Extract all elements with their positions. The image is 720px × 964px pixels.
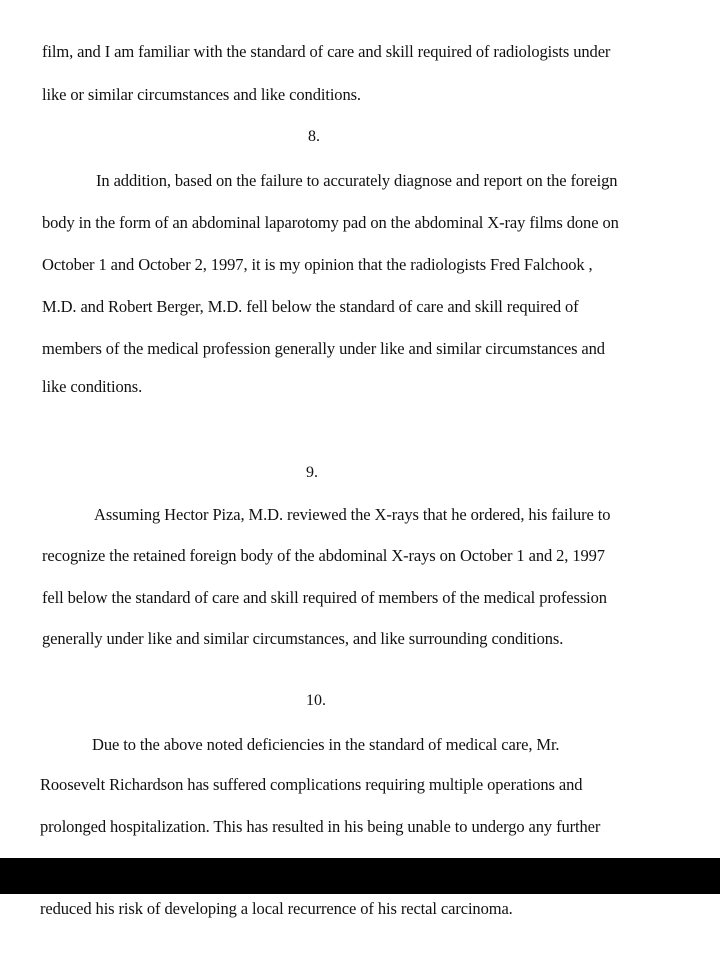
- paragraph-7-line-2: like or similar circumstances and like conditions.: [42, 85, 361, 104]
- paragraph-9-line-1: Assuming Hector Piza, M.D. reviewed the X-rays that he ordered, his failure to: [94, 505, 611, 524]
- paragraph-9-line-2: recognize the retained foreign body of the abdominal X-rays on October 1 and 2, 1997: [42, 546, 605, 565]
- paragraph-10-line-4: reduced his risk of developing a local recurrence of his rectal carcinoma.: [40, 899, 513, 918]
- paragraph-9-line-3: fell below the standard of care and skill required of members of the medical profession: [42, 588, 607, 607]
- paragraph-8-line-1: In addition, based on the failure to accurately diagnose and report on the foreign: [96, 171, 618, 190]
- paragraph-7-line-1: film, and I am familiar with the standard of care and skill required of radiologists under: [42, 42, 611, 61]
- paragraph-8-line-6: like conditions.: [42, 377, 143, 396]
- paragraph-10-line-3: prolonged hospitalization. This has resulted in his being unable to undergo any further: [40, 817, 601, 836]
- paragraph-8-line-3: October 1 and October 2, 1997, it is my opinion that the radiologists Fred Falchook ,: [42, 255, 593, 274]
- paragraph-9-line-4: generally under like and similar circumstances, and like surrounding conditions.: [42, 629, 564, 648]
- paragraph-10-number: 10.: [306, 692, 326, 709]
- paragraph-8-number: 8.: [308, 128, 320, 145]
- paragraph-8-line-4: M.D. and Robert Berger, M.D. fell below the standard of care and skill required of: [42, 297, 579, 316]
- paragraph-8-line-2: body in the form of an abdominal laparotomy pad on the abdominal X-ray films done on: [42, 213, 619, 232]
- paragraph-10-line-2: Roosevelt Richardson has suffered complications requiring multiple operations and: [40, 775, 583, 794]
- paragraph-9-number: 9.: [306, 464, 318, 481]
- paragraph-10-line-1: Due to the above noted deficiencies in the standard of medical care, Mr.: [92, 735, 560, 754]
- redaction-bar: [0, 858, 720, 894]
- paragraph-8-line-5: members of the medical profession generally under like and similar circumstances and: [42, 339, 605, 358]
